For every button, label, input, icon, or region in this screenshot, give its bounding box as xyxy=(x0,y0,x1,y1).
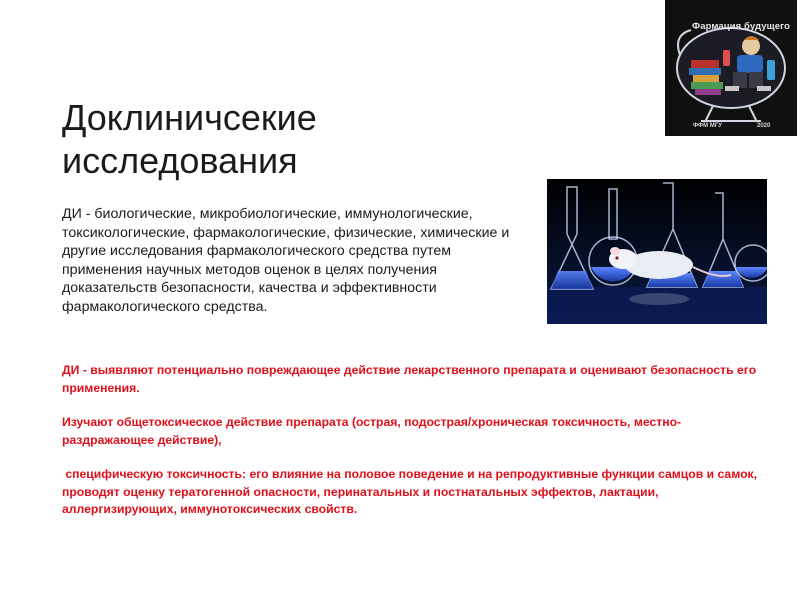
red-block-2: Изучают общетоксическое действие препарата (острая, подострая/хроническая токсичность, местно-раздражающее действие), xyxy=(62,415,682,447)
logo-org: ФФМ МГУ xyxy=(693,123,722,129)
pharmacy-future-logo xyxy=(665,0,797,136)
logo-year: 2020 xyxy=(757,123,771,129)
red-block-3: специфическую токсичность: его влияние на половое поведение и на репродуктивные функции самцов и самок, проводят оценку тератогенной опасности, перинатальных и постнатальных эффектов, лактации, аллергизирующих, иммунотоксических свойств. xyxy=(62,467,761,516)
lab-flasks-rat-icon xyxy=(547,179,767,324)
definition-paragraph: ДИ - биологические, микробиологические, иммунологические, токсикологические, фармакологические, физические, химические и другие исследования фармакологического средства путем применения научных методов оценок в целях получения доказательств безопасности, качества и эффективности фармакологического средства. xyxy=(62,206,510,315)
red-block-1: ДИ - выявляют потенциально повреждающее действие лекарственного препарата и оценивают безопасность его применения. xyxy=(62,363,757,395)
slide-title: Доклиничсекие исследования xyxy=(62,97,317,181)
lab-flasks-rat-image xyxy=(547,179,767,324)
logo-title: Фармация будущего xyxy=(692,21,790,32)
